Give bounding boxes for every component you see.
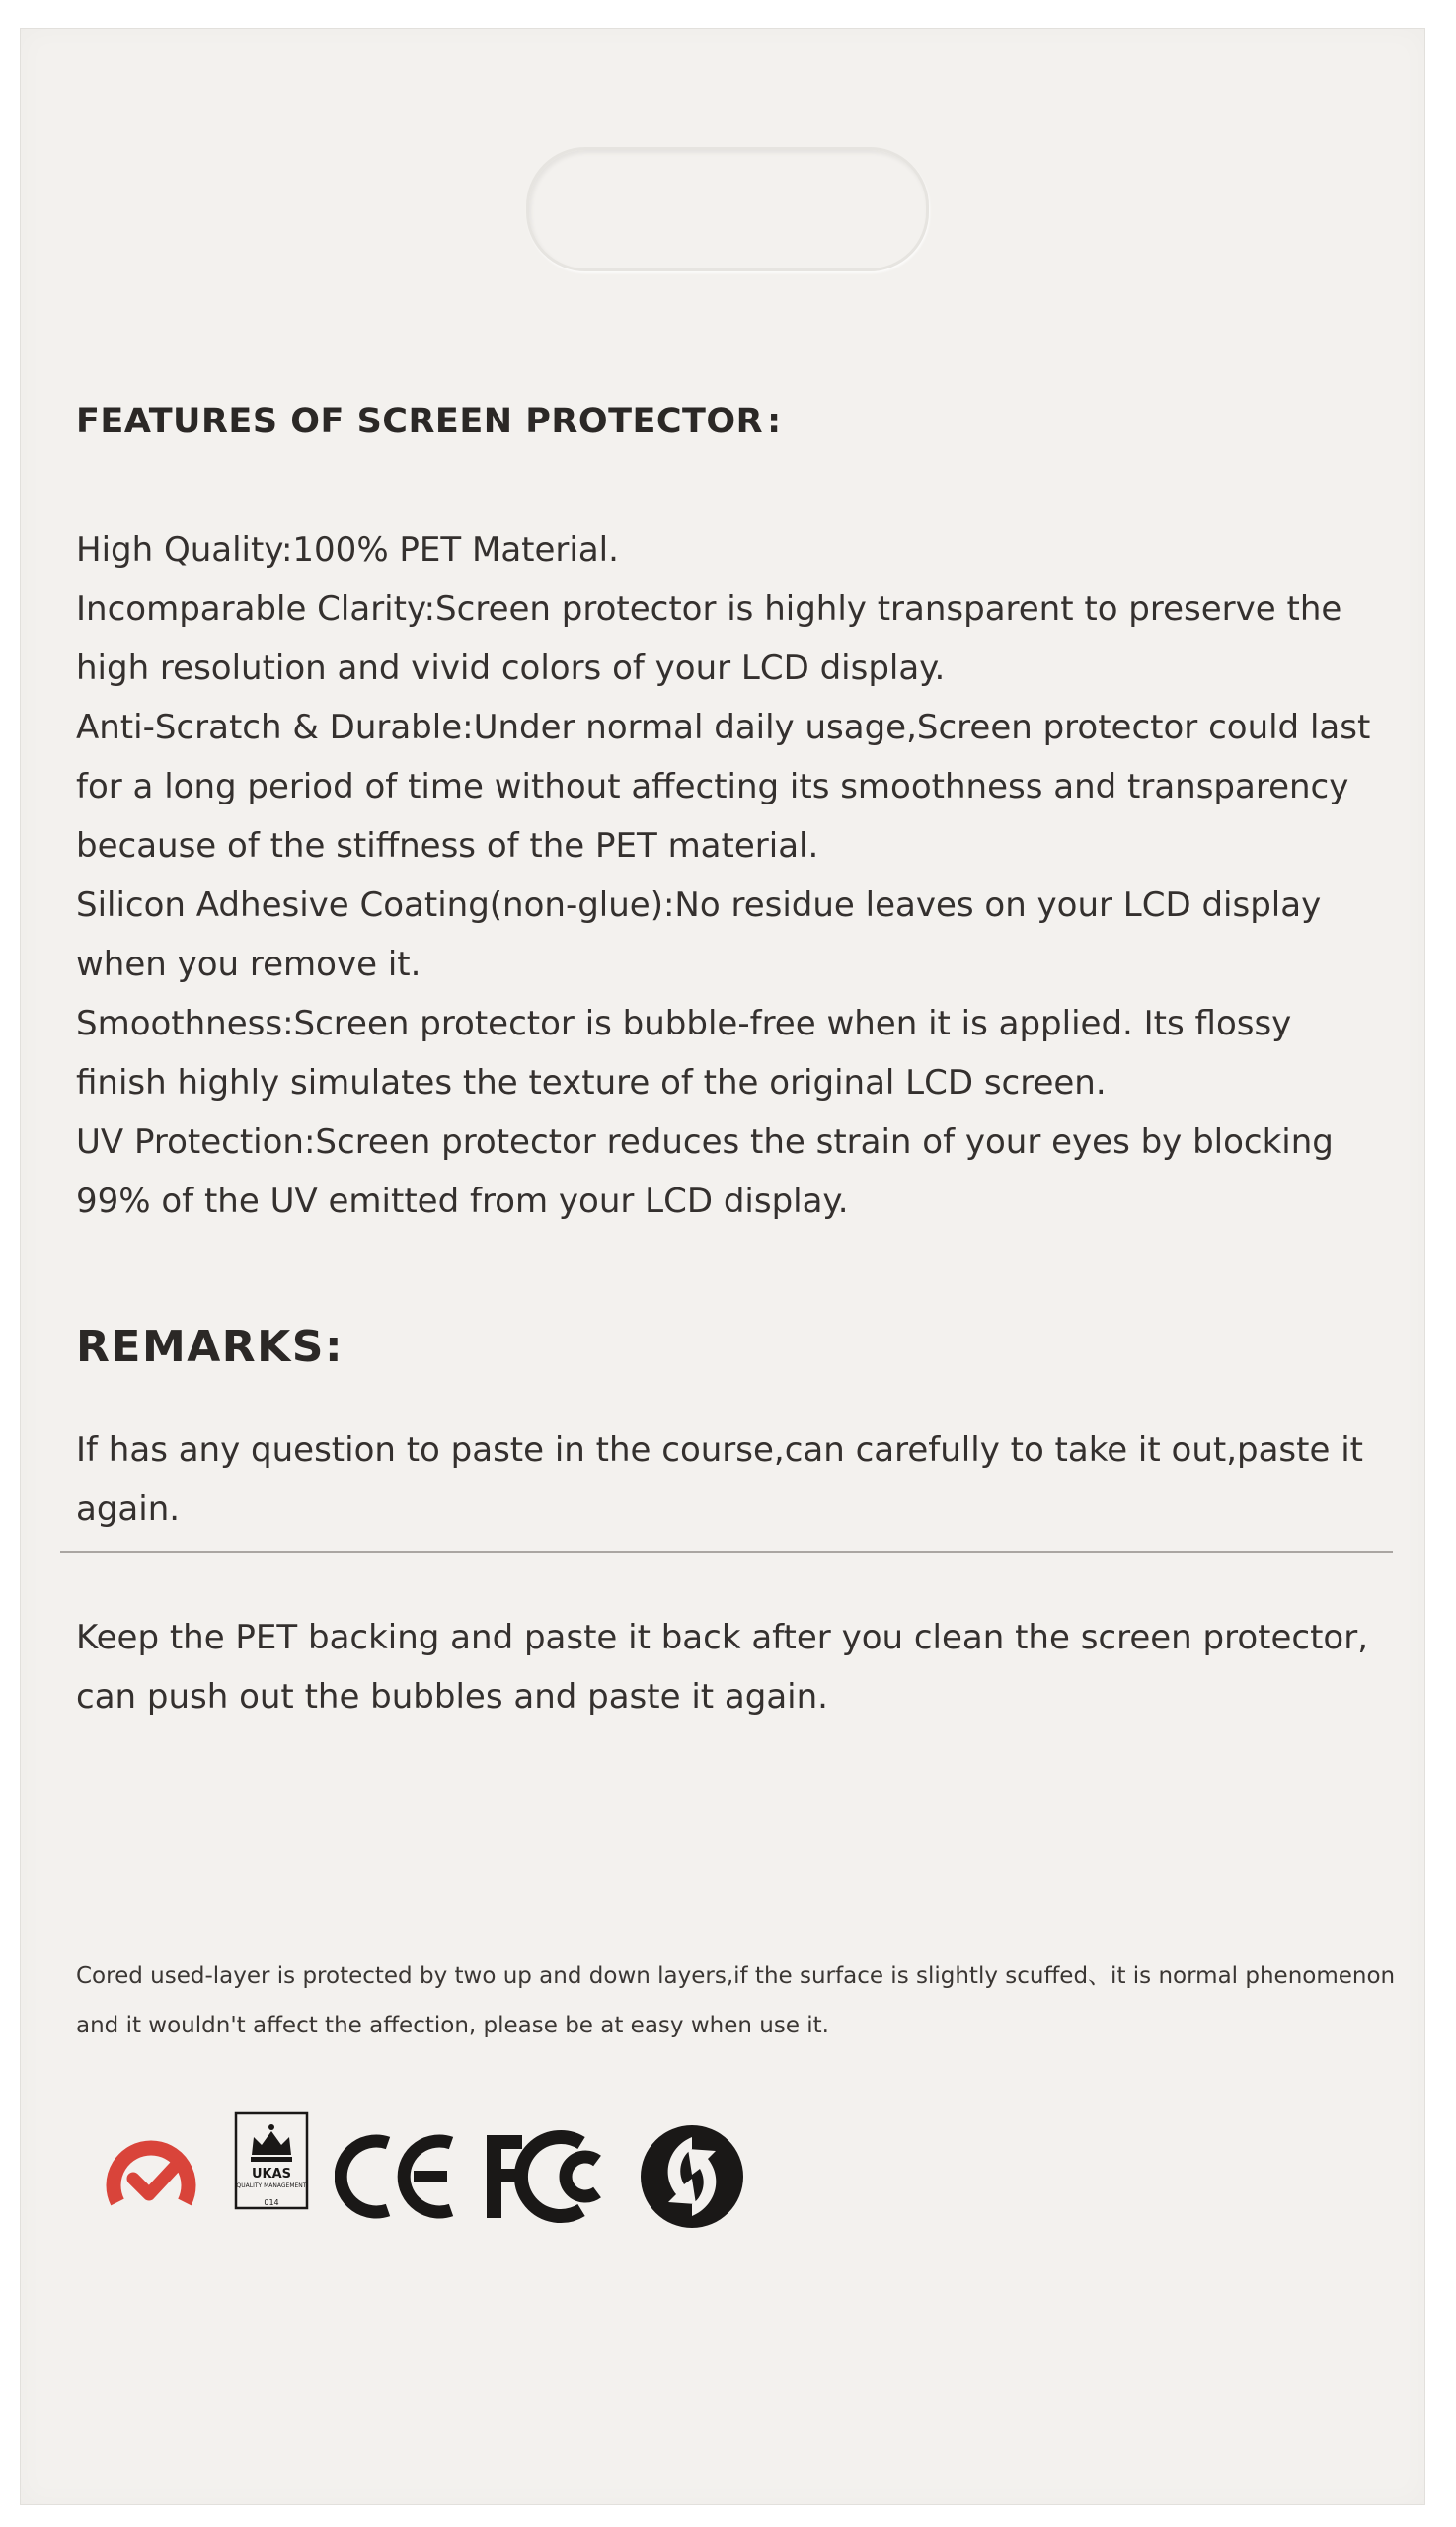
remarks-heading: REMARKS: [76, 1322, 345, 1372]
ce-mark-icon [335, 2131, 463, 2222]
keep-backing-text: Keep the PET backing and paste it back after you clean the screen protector, can push out the bubbles and paste it again. [76, 1618, 1369, 1717]
quality-check-icon [104, 2133, 198, 2222]
feature-adhesive: Silicon Adhesive Coating(non-glue):No residue leaves on your LCD display when you remove it. [76, 885, 1322, 984]
feature-smoothness: Smoothness:Screen protector is bubble-free when it is applied. Its flossy finish highly simulates the texture of the original LCD screen. [76, 1004, 1292, 1103]
ukas-text-block [236, 2167, 307, 2216]
fcc-mark-icon [483, 2129, 621, 2224]
green-dot-recycle-icon [639, 2123, 745, 2230]
packaging-card [20, 28, 1425, 2505]
remarks-text: If has any question to paste in the course,can carefully to take it out,paste it again. [76, 1430, 1363, 1529]
fine-print: Cored used-layer is protected by two up and down layers,if the surface is slightly scuffed、it is normal phenomenon and it wouldn't affect the affection, please be at easy when use it. [76, 1963, 1396, 2038]
dashed-divider [60, 1551, 1393, 1553]
feature-uv-protection: UV Protection:Screen protector reduces the strain of your eyes by blocking 99% of the UV emitted from your LCD display. [76, 1122, 1334, 1221]
feature-anti-scratch: Anti-Scratch & Durable:Under normal daily usage,Screen protector could last for a long period of time without affecting its smoothness and transparency because of the stiffness of the PET material. [76, 708, 1371, 866]
ukas-number: 014 [264, 2198, 279, 2207]
hang-hole [526, 147, 929, 271]
ukas-label: UKAS [251, 2167, 292, 2182]
features-list [76, 520, 1389, 1231]
ukas-sub-label: QUALITY MANAGEMENT [236, 2182, 307, 2189]
feature-high-quality: High Quality:100% PET Material. [76, 530, 619, 570]
features-heading: FEATURES OF SCREEN PROTECTOR : [76, 402, 782, 441]
feature-clarity: Incomparable Clarity:Screen protector is highly transparent to preserve the high resolution and vivid colors of your LCD display. [76, 589, 1342, 688]
